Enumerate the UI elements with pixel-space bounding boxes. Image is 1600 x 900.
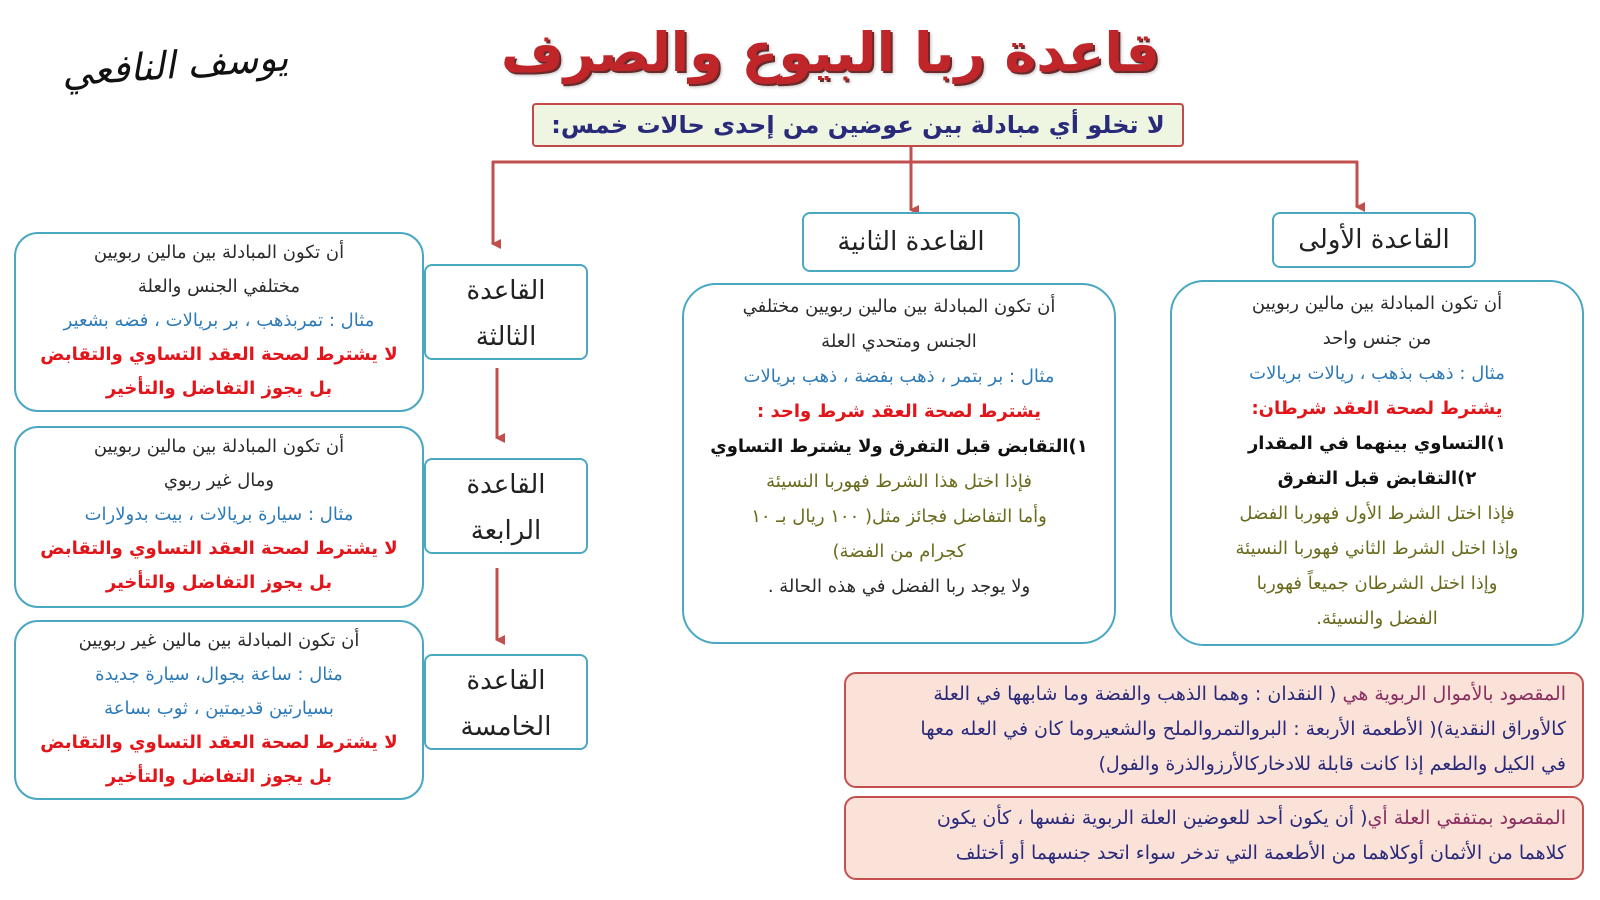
rule-four-condition: بل يجوز التفاضل والتأخير (105, 572, 333, 593)
rule-two-consequence: كجرام من الفضة) (832, 541, 966, 562)
rule-two-line: الجنس ومتحدي العلة (821, 331, 977, 352)
rule-one-consequence: الفضل والنسيئة. (1316, 608, 1438, 629)
rule-one-consequence: وإذا اختل الشرط الثاني فهوربا النسيئة (1235, 538, 1519, 559)
rule-five-example: مثال : ساعة بجوال، سيارة جديدة (95, 664, 343, 685)
rule-two-line: أن تكون المبادلة بين مالين ربويين مختلفي (742, 296, 1056, 317)
rule-four-heading-line: القاعدة (466, 470, 546, 500)
rule-two-condition: يشترط لصحة العقد شرط واحد : (757, 401, 1041, 422)
rule-four-example: مثال : سيارة بريالات ، بيت بدولارات (84, 504, 354, 525)
rule-four-line: أن تكون المبادلة بين مالين ربويين (93, 436, 345, 457)
rule-three-example: مثال : تمربذهب ، بر بريالات ، فضه بشعير (63, 310, 375, 331)
rule-five-heading-line: الخامسة (460, 712, 552, 742)
rule-three-box (14, 232, 424, 412)
rule-three-heading-line: الثالثة (475, 322, 537, 352)
rule-five-line: أن تكون المبادلة بين مالين غير ربويين (78, 630, 360, 651)
rule-two-condition-item: ١)التقابض قبل التفرق ولا يشترط التساوي (710, 436, 1088, 457)
rule-two-heading: القاعدة الثانية (802, 212, 1020, 272)
rule-two-note: ولا يوجد ربا الفضل في هذه الحالة . (767, 576, 1031, 597)
note-same-cause (844, 796, 1584, 880)
note-same-cause-text: كلاهما من الأثمان أوكلاهما من الأطعمة التي تدخر سواء اتحد جنسهما أو أختلف (955, 842, 1566, 864)
rule-two-box (682, 283, 1116, 644)
note-riba-assets-text: ( النقدان : وهما الذهب والفضة وما شابهها في العلة (933, 683, 1343, 705)
rule-one-condition-item: ٢)التقابض قبل التفرق (1277, 468, 1477, 489)
author-signature: يوسف النافعي (60, 35, 290, 95)
rule-five-condition: بل يجوز التفاضل والتأخير (105, 766, 333, 787)
rule-four-condition: لا يشترط لصحة العقد التساوي والتقابض (40, 538, 398, 559)
note-riba-assets-text: كالأوراق النقدية)( الأطعمة الأربعة : البروالتمروالملح والشعيروما كان في العله معها (920, 718, 1566, 740)
rule-five-example: بسيارتين قديمتين ، ثوب بساعة (104, 698, 334, 719)
note-riba-assets-label: المقصود بالأموال الربوية هي (1342, 683, 1566, 705)
rule-five-condition: لا يشترط لصحة العقد التساوي والتقابض (40, 732, 398, 753)
rule-one-consequence: وإذا اختل الشرطان جميعاً فهوربا (1256, 573, 1498, 594)
rule-one-condition: يشترط لصحة العقد شرطان: (1251, 398, 1503, 419)
rule-four-heading (424, 458, 588, 554)
rule-three-condition: لا يشترط لصحة العقد التساوي والتقابض (40, 344, 398, 365)
rule-two-consequence: فإذا اختل هذا الشرط فهوربا النسيئة (766, 471, 1032, 492)
rule-three-heading-line: القاعدة (466, 276, 546, 306)
rule-three-line: مختلفي الجنس والعلة (137, 276, 301, 297)
rule-one-heading: القاعدة الأولى (1272, 212, 1476, 268)
rule-five-heading-line: القاعدة (466, 666, 546, 696)
note-same-cause-text: ( أن يكون أحد للعوضين العلة الربوية نفسها ، كأن يكون (936, 807, 1368, 829)
note-riba-assets-text: في الكيل والطعم إذا كانت قابلة للادخاركالأرزوالذرة والفول) (1098, 753, 1566, 775)
rule-three-condition: بل يجوز التفاضل والتأخير (105, 378, 333, 399)
rule-two-consequence: وأما التفاضل فجائز مثل( ١٠٠ ريال بـ ١٠ (751, 506, 1047, 527)
rule-five-box (14, 620, 424, 800)
rule-three-line: أن تكون المبادلة بين مالين ربويين (93, 242, 345, 263)
rule-five-heading (424, 654, 588, 750)
subtitle: لا تخلو أي مبادلة بين عوضين من إحدى حالات خمس: (532, 103, 1184, 147)
note-riba-assets (844, 672, 1584, 788)
rule-one-example: مثال : ذهب بذهب ، ريالات بريالات (1249, 363, 1505, 384)
rule-two-example: مثال : بر بتمر ، ذهب بفضة ، ذهب بريالات (743, 366, 1055, 387)
rule-one-box (1170, 280, 1584, 646)
rule-one-consequence: فإذا اختل الشرط الأول فهوربا الفضل (1239, 503, 1515, 524)
rule-four-box (14, 426, 424, 608)
page-title: قاعدة ربا البيوع والصرف (500, 21, 1160, 84)
rule-one-condition-item: ١)التساوي بينهما في المقدار (1247, 433, 1507, 454)
rule-three-heading (424, 264, 588, 360)
rule-one-line: أن تكون المبادلة بين مالين ربويين (1251, 293, 1503, 314)
rule-four-heading-line: الرابعة (470, 516, 542, 546)
rule-four-line: ومال غير ربوي (163, 470, 275, 491)
note-same-cause-label: المقصود بمتفقي العلة أي (1367, 807, 1566, 829)
rule-one-line: من جنس واحد (1322, 328, 1432, 349)
